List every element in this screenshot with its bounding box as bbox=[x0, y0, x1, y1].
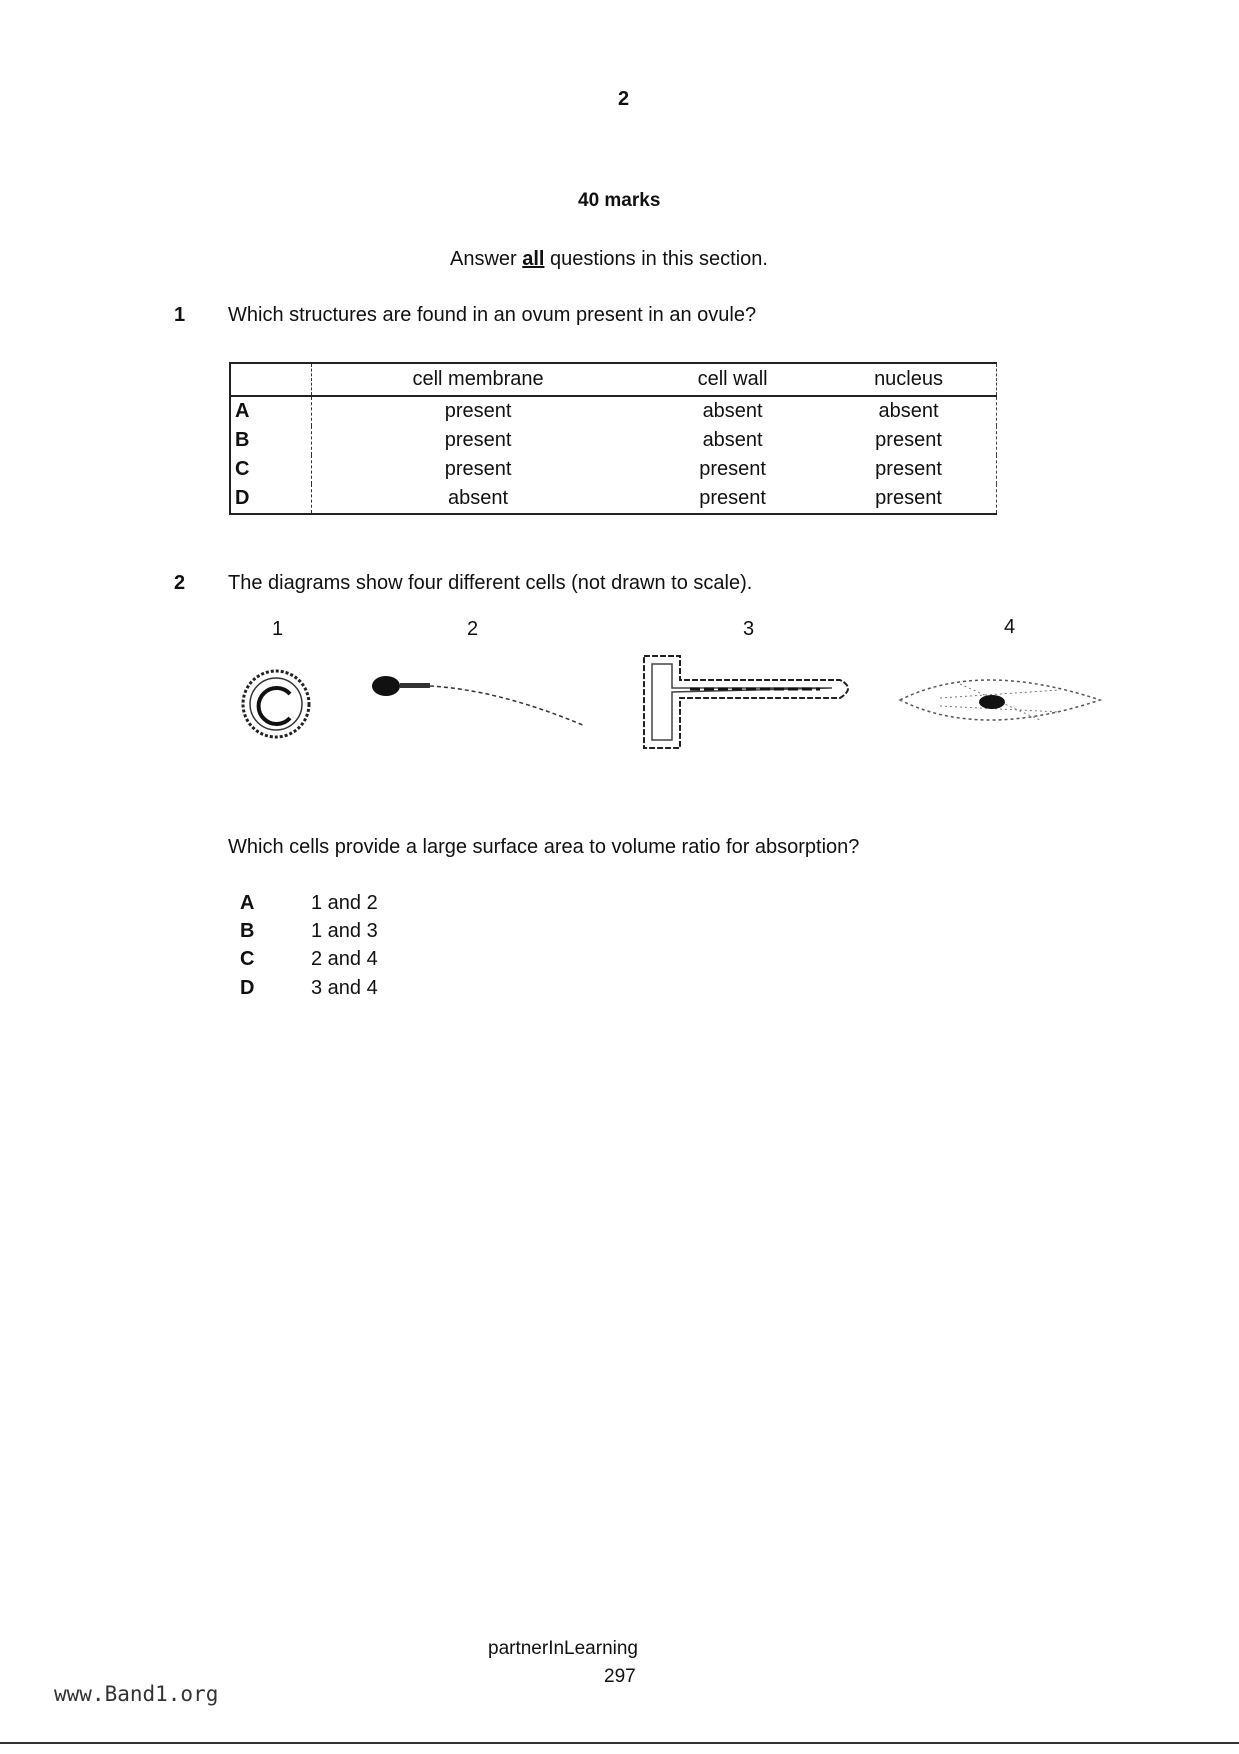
option-d bbox=[240, 977, 378, 1000]
table-row bbox=[230, 455, 997, 484]
question-2-number: 2 bbox=[174, 572, 186, 594]
instruction-post: questions in this section. bbox=[544, 248, 768, 270]
cell-label-3: 3 bbox=[743, 618, 755, 640]
question-1-table bbox=[229, 362, 997, 515]
table-header-cell-membrane: cell membrane bbox=[312, 363, 645, 396]
cell-diagrams bbox=[220, 640, 1120, 760]
option-key: C bbox=[240, 948, 255, 970]
bottom-rule bbox=[0, 1742, 1239, 1744]
question-1-number: 1 bbox=[174, 304, 186, 326]
table-cell: present bbox=[444, 400, 512, 422]
option-text: 2 and 4 bbox=[311, 948, 378, 970]
table-cell: absent bbox=[702, 429, 763, 451]
table-cell: present bbox=[444, 429, 512, 451]
option-c bbox=[240, 948, 378, 971]
table-cell: present bbox=[875, 429, 942, 451]
table-cell: present bbox=[444, 458, 512, 480]
option-key: B bbox=[230, 426, 312, 455]
question-2-text: Which cells provide a large surface area to volume ratio for absorption? bbox=[228, 836, 860, 858]
option-a bbox=[240, 892, 378, 915]
table-cell: absent bbox=[702, 400, 763, 422]
page-number: 2 bbox=[618, 88, 630, 110]
cell-1-egg-diagram bbox=[243, 671, 309, 737]
question-2-intro: The diagrams show four different cells (not drawn to scale). bbox=[228, 572, 753, 594]
footer-watermark: www.Band1.org bbox=[54, 1682, 219, 1706]
question-1-text: Which structures are found in an ovum present in an ovule? bbox=[228, 304, 757, 326]
option-key: B bbox=[240, 920, 255, 942]
option-key: D bbox=[240, 977, 255, 999]
option-b bbox=[240, 920, 378, 943]
table-row bbox=[230, 396, 997, 426]
cell-label-2: 2 bbox=[467, 618, 479, 640]
table-header-blank bbox=[230, 363, 312, 396]
option-text: 3 and 4 bbox=[311, 977, 378, 999]
section-marks: 40 marks bbox=[578, 190, 661, 211]
cell-label-1: 1 bbox=[272, 618, 284, 640]
table-row bbox=[230, 426, 997, 455]
cell-3-root-hair-diagram bbox=[644, 656, 848, 748]
instruction-emphasis: all bbox=[522, 248, 545, 270]
table-cell: present bbox=[699, 458, 766, 480]
option-key: D bbox=[230, 484, 312, 514]
option-key: A bbox=[230, 396, 312, 426]
cell-4-spindle-cell-diagram bbox=[900, 680, 1100, 720]
table-cell: present bbox=[699, 487, 766, 509]
option-key: C bbox=[230, 455, 312, 484]
instruction-pre: Answer bbox=[450, 248, 523, 270]
option-text: 1 and 2 bbox=[311, 892, 378, 914]
cell-2-sperm-diagram bbox=[372, 676, 585, 726]
table-cell: absent bbox=[878, 400, 939, 422]
option-key: A bbox=[240, 892, 255, 914]
table-cell: present bbox=[875, 487, 942, 509]
footer-page-code: 297 bbox=[604, 1666, 636, 1687]
table-header-nucleus: nucleus bbox=[821, 363, 996, 396]
option-text: 1 and 3 bbox=[311, 920, 378, 942]
table-header-cell-wall: cell wall bbox=[644, 363, 821, 396]
table-row bbox=[230, 484, 997, 514]
section-instruction bbox=[450, 248, 768, 271]
table-cell: absent bbox=[448, 487, 509, 509]
footer-publisher: partnerInLearning bbox=[488, 1638, 638, 1659]
table-header-row bbox=[230, 363, 997, 396]
cell-label-4: 4 bbox=[1004, 616, 1016, 638]
table-cell: present bbox=[875, 458, 942, 480]
